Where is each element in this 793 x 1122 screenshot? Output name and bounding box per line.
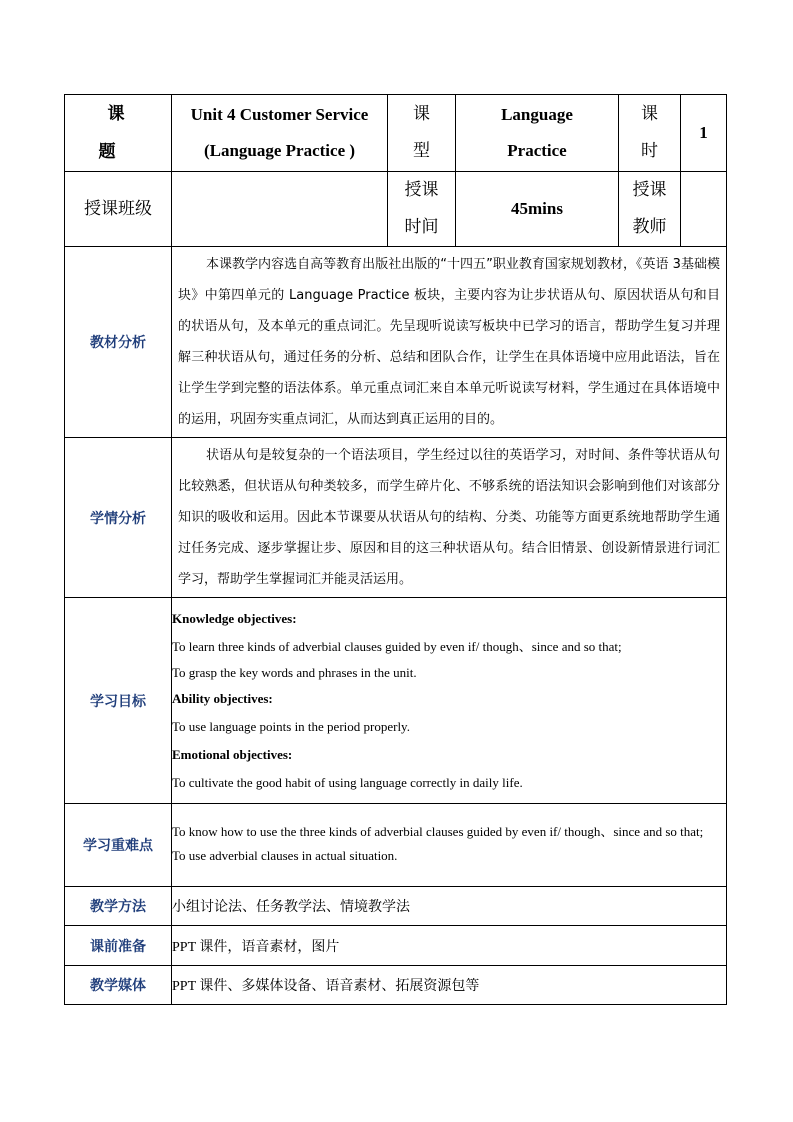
methods-text: 小组讨论法、任务教学法、情境教学法 bbox=[172, 887, 727, 926]
material-row bbox=[65, 247, 727, 438]
period-label-1: 课 bbox=[641, 104, 658, 124]
type-value-2: Practice bbox=[507, 141, 567, 160]
teacher-label-2: 教师 bbox=[632, 217, 667, 237]
time-value: 45mins bbox=[511, 199, 563, 218]
objectives-label: 学习目标 bbox=[65, 598, 172, 804]
knowledge-item-2: To grasp the key words and phrases in the unit. bbox=[172, 664, 417, 680]
knowledge-item-1: To learn three kinds of adverbial clauses guided by even if/ though、since and so that; bbox=[172, 638, 622, 654]
topic-title-line2: (Language Practice ) bbox=[203, 141, 356, 160]
period-label-cell bbox=[619, 95, 681, 172]
type-value-cell bbox=[456, 95, 619, 172]
topic-title-line1: Unit 4 Customer Service bbox=[190, 105, 369, 124]
period-value: 1 bbox=[699, 123, 708, 142]
students-row bbox=[65, 438, 727, 598]
topic-label-cell bbox=[65, 95, 186, 172]
class-value-cell bbox=[172, 172, 388, 247]
header-row-topic bbox=[65, 95, 727, 172]
keypoints-content-cell bbox=[172, 804, 727, 887]
keypoints-row bbox=[65, 804, 727, 887]
time-label-cell bbox=[388, 172, 456, 247]
material-content-cell bbox=[172, 247, 727, 438]
keypoints-line-2: To use adverbial clauses in actual situation. bbox=[172, 848, 398, 863]
header-row-class bbox=[65, 172, 727, 247]
teacher-label-cell bbox=[619, 172, 681, 247]
knowledge-heading: Knowledge objectives: bbox=[172, 610, 297, 626]
methods-row bbox=[65, 887, 727, 926]
lesson-plan-table bbox=[64, 94, 727, 1005]
time-value-cell bbox=[456, 172, 619, 247]
objectives-row bbox=[65, 598, 727, 804]
preparation-label: 课前准备 bbox=[65, 926, 172, 966]
class-label: 授课班级 bbox=[84, 199, 152, 219]
objectives-content-cell bbox=[172, 598, 727, 804]
teacher-label-1: 授课 bbox=[632, 180, 667, 200]
time-label-1: 授课 bbox=[404, 180, 439, 200]
period-value-cell bbox=[681, 95, 727, 172]
preparation-row bbox=[65, 926, 727, 966]
type-label-2: 型 bbox=[413, 141, 430, 161]
students-content-cell bbox=[172, 438, 727, 598]
type-label-1: 课 bbox=[413, 104, 430, 124]
emotional-item-1: To cultivate the good habit of using language correctly in daily life. bbox=[172, 774, 523, 790]
ability-item-1: To use language points in the period properly. bbox=[172, 718, 410, 734]
keypoints-line-1: To know how to use the three kinds of adverbial clauses guided by even if/ though、since and so that; bbox=[172, 824, 704, 839]
material-label: 教材分析 bbox=[65, 247, 172, 438]
time-label-2: 时间 bbox=[404, 217, 439, 237]
emotional-heading: Emotional objectives: bbox=[172, 746, 293, 762]
topic-label: 课 题 bbox=[98, 104, 186, 162]
type-label-cell bbox=[388, 95, 456, 172]
media-row bbox=[65, 966, 727, 1005]
students-label: 学情分析 bbox=[65, 438, 172, 598]
students-text: 状语从句是较复杂的一个语法项目，学生经过以往的英语学习，对时间、条件等状语从句比较熟悉，但状语从句种类较多，而学生碎片化、不够系统的语法知识会影响到他们对该部分知识的吸收和运用。因此本节课要从状语从句的结构、分类、功能等方面更系统地帮助学生通过任务完成、逐步掌握让步、原因和目的这三种状语从句。结合旧情景、创设新情景进行词汇学习，帮助学生掌握词汇并能灵活运用。 bbox=[178, 448, 720, 587]
ability-heading: Ability objectives: bbox=[172, 690, 273, 706]
media-label: 教学媒体 bbox=[65, 966, 172, 1005]
class-label-cell bbox=[65, 172, 172, 247]
teacher-value-cell bbox=[681, 172, 727, 247]
material-text: 本课教学内容选自高等教育出版社出版的“十四五”职业教育国家规划教材，《英语 3基础模块》中第四单元的 Language Practice 板块，主要内容为让步状语从句、原因状语从句和目的状语从句，及本单元的重点词汇。先呈现听说读写板块中已学习的语言，帮助学生复习并理解三种状语从句，通过任务的分析、总结和团队合作，让学生在具体语境中应用此语法，旨在让学生学到完整的语法体系。单元重点词汇来自本单元听说读写材料，学生通过在具体语境中的运用，巩固夯实重点词汇，从而达到真正运用的目的。 bbox=[178, 257, 720, 427]
keypoints-label: 学习重难点 bbox=[65, 804, 172, 887]
type-value-1: Language bbox=[501, 105, 573, 124]
period-label-2: 时 bbox=[641, 141, 658, 161]
preparation-text: PPT 课件，语音素材，图片 bbox=[172, 926, 727, 966]
topic-value-cell bbox=[172, 95, 388, 172]
media-text: PPT 课件、多媒体设备、语音素材、拓展资源包等 bbox=[172, 966, 727, 1005]
methods-label: 教学方法 bbox=[65, 887, 172, 926]
